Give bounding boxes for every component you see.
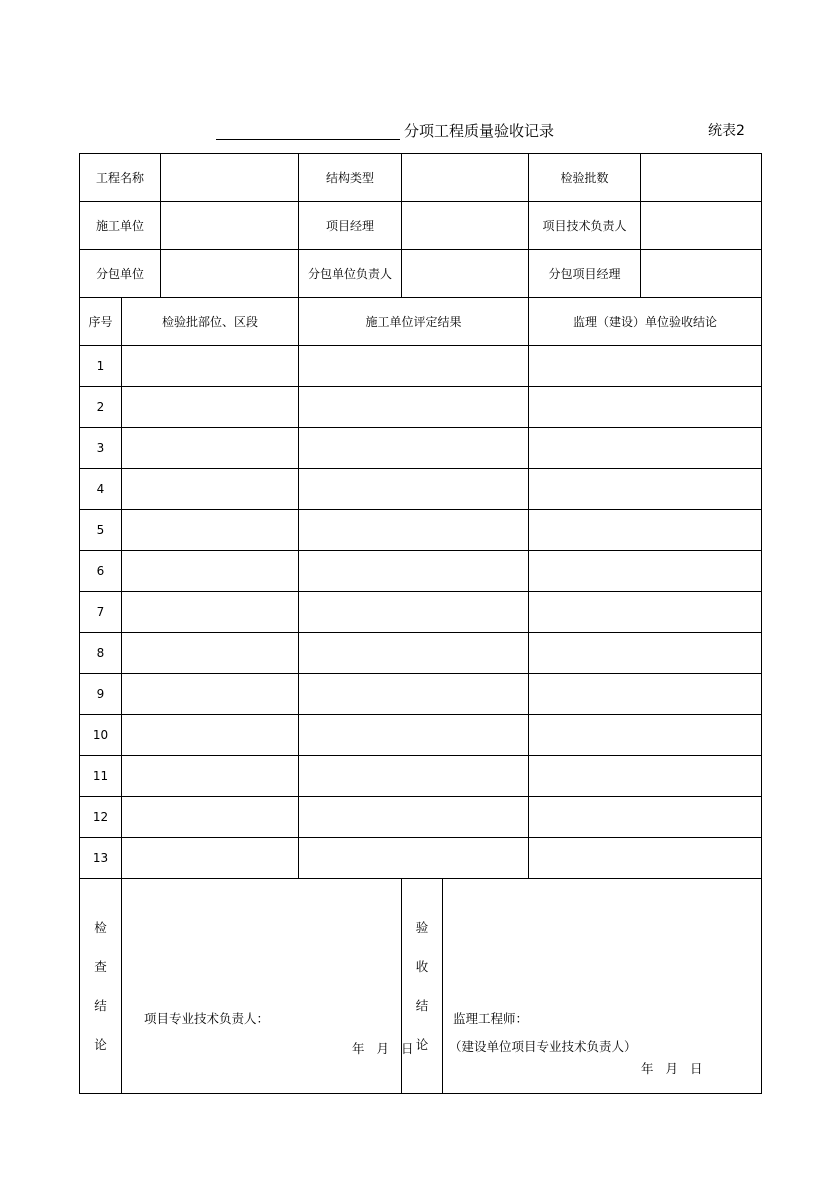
construction-result-cell[interactable] (299, 756, 529, 797)
conclusion-row (80, 879, 762, 1094)
location-cell[interactable] (122, 674, 299, 715)
subcontractor-label: 分包单位 (80, 250, 161, 298)
table-row (80, 674, 762, 715)
construction-result-cell[interactable] (299, 387, 529, 428)
supervision-result-cell[interactable] (529, 838, 762, 879)
table-row (80, 715, 762, 756)
supervision-result-cell[interactable] (529, 756, 762, 797)
col-seq-header: 序号 (80, 298, 122, 346)
batch-count-field[interactable] (641, 154, 762, 202)
table-row (80, 797, 762, 838)
location-cell[interactable] (122, 797, 299, 838)
table-row (80, 469, 762, 510)
check-conclusion-label (80, 879, 122, 1094)
sub-project-manager-label: 分包项目经理 (529, 250, 641, 298)
row-number: 13 (80, 838, 122, 879)
sub-project-manager-field[interactable] (641, 250, 762, 298)
check-conclusion-char: 查 (94, 958, 107, 974)
project-name-field[interactable] (161, 154, 299, 202)
project-manager-label: 项目经理 (299, 202, 402, 250)
table-row (80, 387, 762, 428)
location-cell[interactable] (122, 756, 299, 797)
subcontractor-lead-label: 分包单位负责人 (299, 250, 402, 298)
subcontractor-lead-field[interactable] (402, 250, 529, 298)
row-number: 12 (80, 797, 122, 838)
row-number: 11 (80, 756, 122, 797)
construction-result-cell[interactable] (299, 715, 529, 756)
check-conclusion-char: 结 (94, 997, 107, 1013)
row-number: 1 (80, 346, 122, 387)
location-cell[interactable] (122, 387, 299, 428)
table-row (80, 838, 762, 879)
supervision-result-cell[interactable] (529, 387, 762, 428)
data-rows (80, 346, 762, 879)
construction-result-cell[interactable] (299, 633, 529, 674)
right-signer-label: 监理工程师： (453, 1011, 529, 1026)
supervision-result-cell[interactable] (529, 346, 762, 387)
location-cell[interactable] (122, 551, 299, 592)
col-construction-result-header: 施工单位评定结果 (299, 298, 529, 346)
check-conclusion-cell[interactable] (122, 879, 414, 1094)
left-date-label: 年 月 日 (352, 1041, 414, 1056)
supervision-result-cell[interactable] (529, 469, 762, 510)
table-row (80, 592, 762, 633)
construction-result-cell[interactable] (299, 469, 529, 510)
row-number: 9 (80, 674, 122, 715)
info-row-3 (80, 250, 762, 298)
construction-unit-field[interactable] (161, 202, 299, 250)
check-conclusion-char: 检 (94, 919, 107, 935)
batch-count-label: 检验批数 (529, 154, 641, 202)
subcontractor-field[interactable] (161, 250, 299, 298)
check-conclusion-char: 论 (94, 1036, 107, 1052)
location-cell[interactable] (122, 510, 299, 551)
acceptance-conclusion-cell[interactable] (443, 879, 762, 1094)
row-number: 8 (80, 633, 122, 674)
form-title: 分项工程质量验收记录 (404, 122, 555, 140)
info-row-2 (80, 202, 762, 250)
row-number: 7 (80, 592, 122, 633)
table-row (80, 510, 762, 551)
table-row (80, 633, 762, 674)
row-number: 2 (80, 387, 122, 428)
table-row (80, 551, 762, 592)
acceptance-conclusion-char: 论 (415, 1036, 429, 1052)
col-location-header: 检验批部位、区段 (122, 298, 299, 346)
construction-result-cell[interactable] (299, 551, 529, 592)
supervision-result-cell[interactable] (529, 715, 762, 756)
supervision-result-cell[interactable] (529, 428, 762, 469)
structure-type-field[interactable] (402, 154, 529, 202)
location-cell[interactable] (122, 469, 299, 510)
row-number: 4 (80, 469, 122, 510)
construction-result-cell[interactable] (299, 346, 529, 387)
acceptance-conclusion-char: 验 (415, 919, 429, 935)
row-number: 6 (80, 551, 122, 592)
info-row-1 (80, 154, 762, 202)
supervision-result-cell[interactable] (529, 797, 762, 838)
tech-lead-field[interactable] (641, 202, 762, 250)
location-cell[interactable] (122, 346, 299, 387)
acceptance-conclusion-char: 收 (415, 958, 429, 974)
supervision-result-cell[interactable] (529, 674, 762, 715)
acceptance-conclusion-char: 结 (415, 997, 429, 1013)
location-cell[interactable] (122, 715, 299, 756)
form-header (0, 118, 838, 142)
project-name-blank-line[interactable] (216, 139, 400, 140)
construction-unit-label: 施工单位 (80, 202, 161, 250)
table-row (80, 346, 762, 387)
table-row (80, 756, 762, 797)
construction-result-cell[interactable] (299, 674, 529, 715)
location-cell[interactable] (122, 633, 299, 674)
row-number: 10 (80, 715, 122, 756)
left-signer-label: 项目专业技术负责人： (144, 1011, 270, 1026)
construction-result-cell[interactable] (299, 797, 529, 838)
structure-type-label: 结构类型 (299, 154, 402, 202)
supervision-result-cell[interactable] (529, 592, 762, 633)
location-cell[interactable] (122, 592, 299, 633)
project-manager-field[interactable] (402, 202, 529, 250)
form-number: 统表2 (708, 123, 745, 139)
tech-lead-label: 项目技术负责人 (529, 202, 641, 250)
col-supervision-result-header: 监理（建设）单位验收结论 (529, 298, 762, 346)
column-header-row (80, 298, 762, 346)
acceptance-conclusion-label (402, 879, 443, 1094)
construction-result-cell[interactable] (299, 592, 529, 633)
construction-result-cell[interactable] (299, 510, 529, 551)
row-number: 3 (80, 428, 122, 469)
construction-result-cell[interactable] (299, 428, 529, 469)
location-cell[interactable] (122, 838, 299, 879)
inspection-record-table (79, 153, 762, 1094)
supervision-result-cell[interactable] (529, 510, 762, 551)
construction-result-cell[interactable] (299, 838, 529, 879)
right-date-label: 年 月 日 (641, 1061, 703, 1076)
row-number: 5 (80, 510, 122, 551)
right-signer-note: （建设单位项目专业技术负责人） (449, 1039, 637, 1054)
location-cell[interactable] (122, 428, 299, 469)
supervision-result-cell[interactable] (529, 633, 762, 674)
project-name-label: 工程名称 (80, 154, 161, 202)
supervision-result-cell[interactable] (529, 551, 762, 592)
table-row (80, 428, 762, 469)
